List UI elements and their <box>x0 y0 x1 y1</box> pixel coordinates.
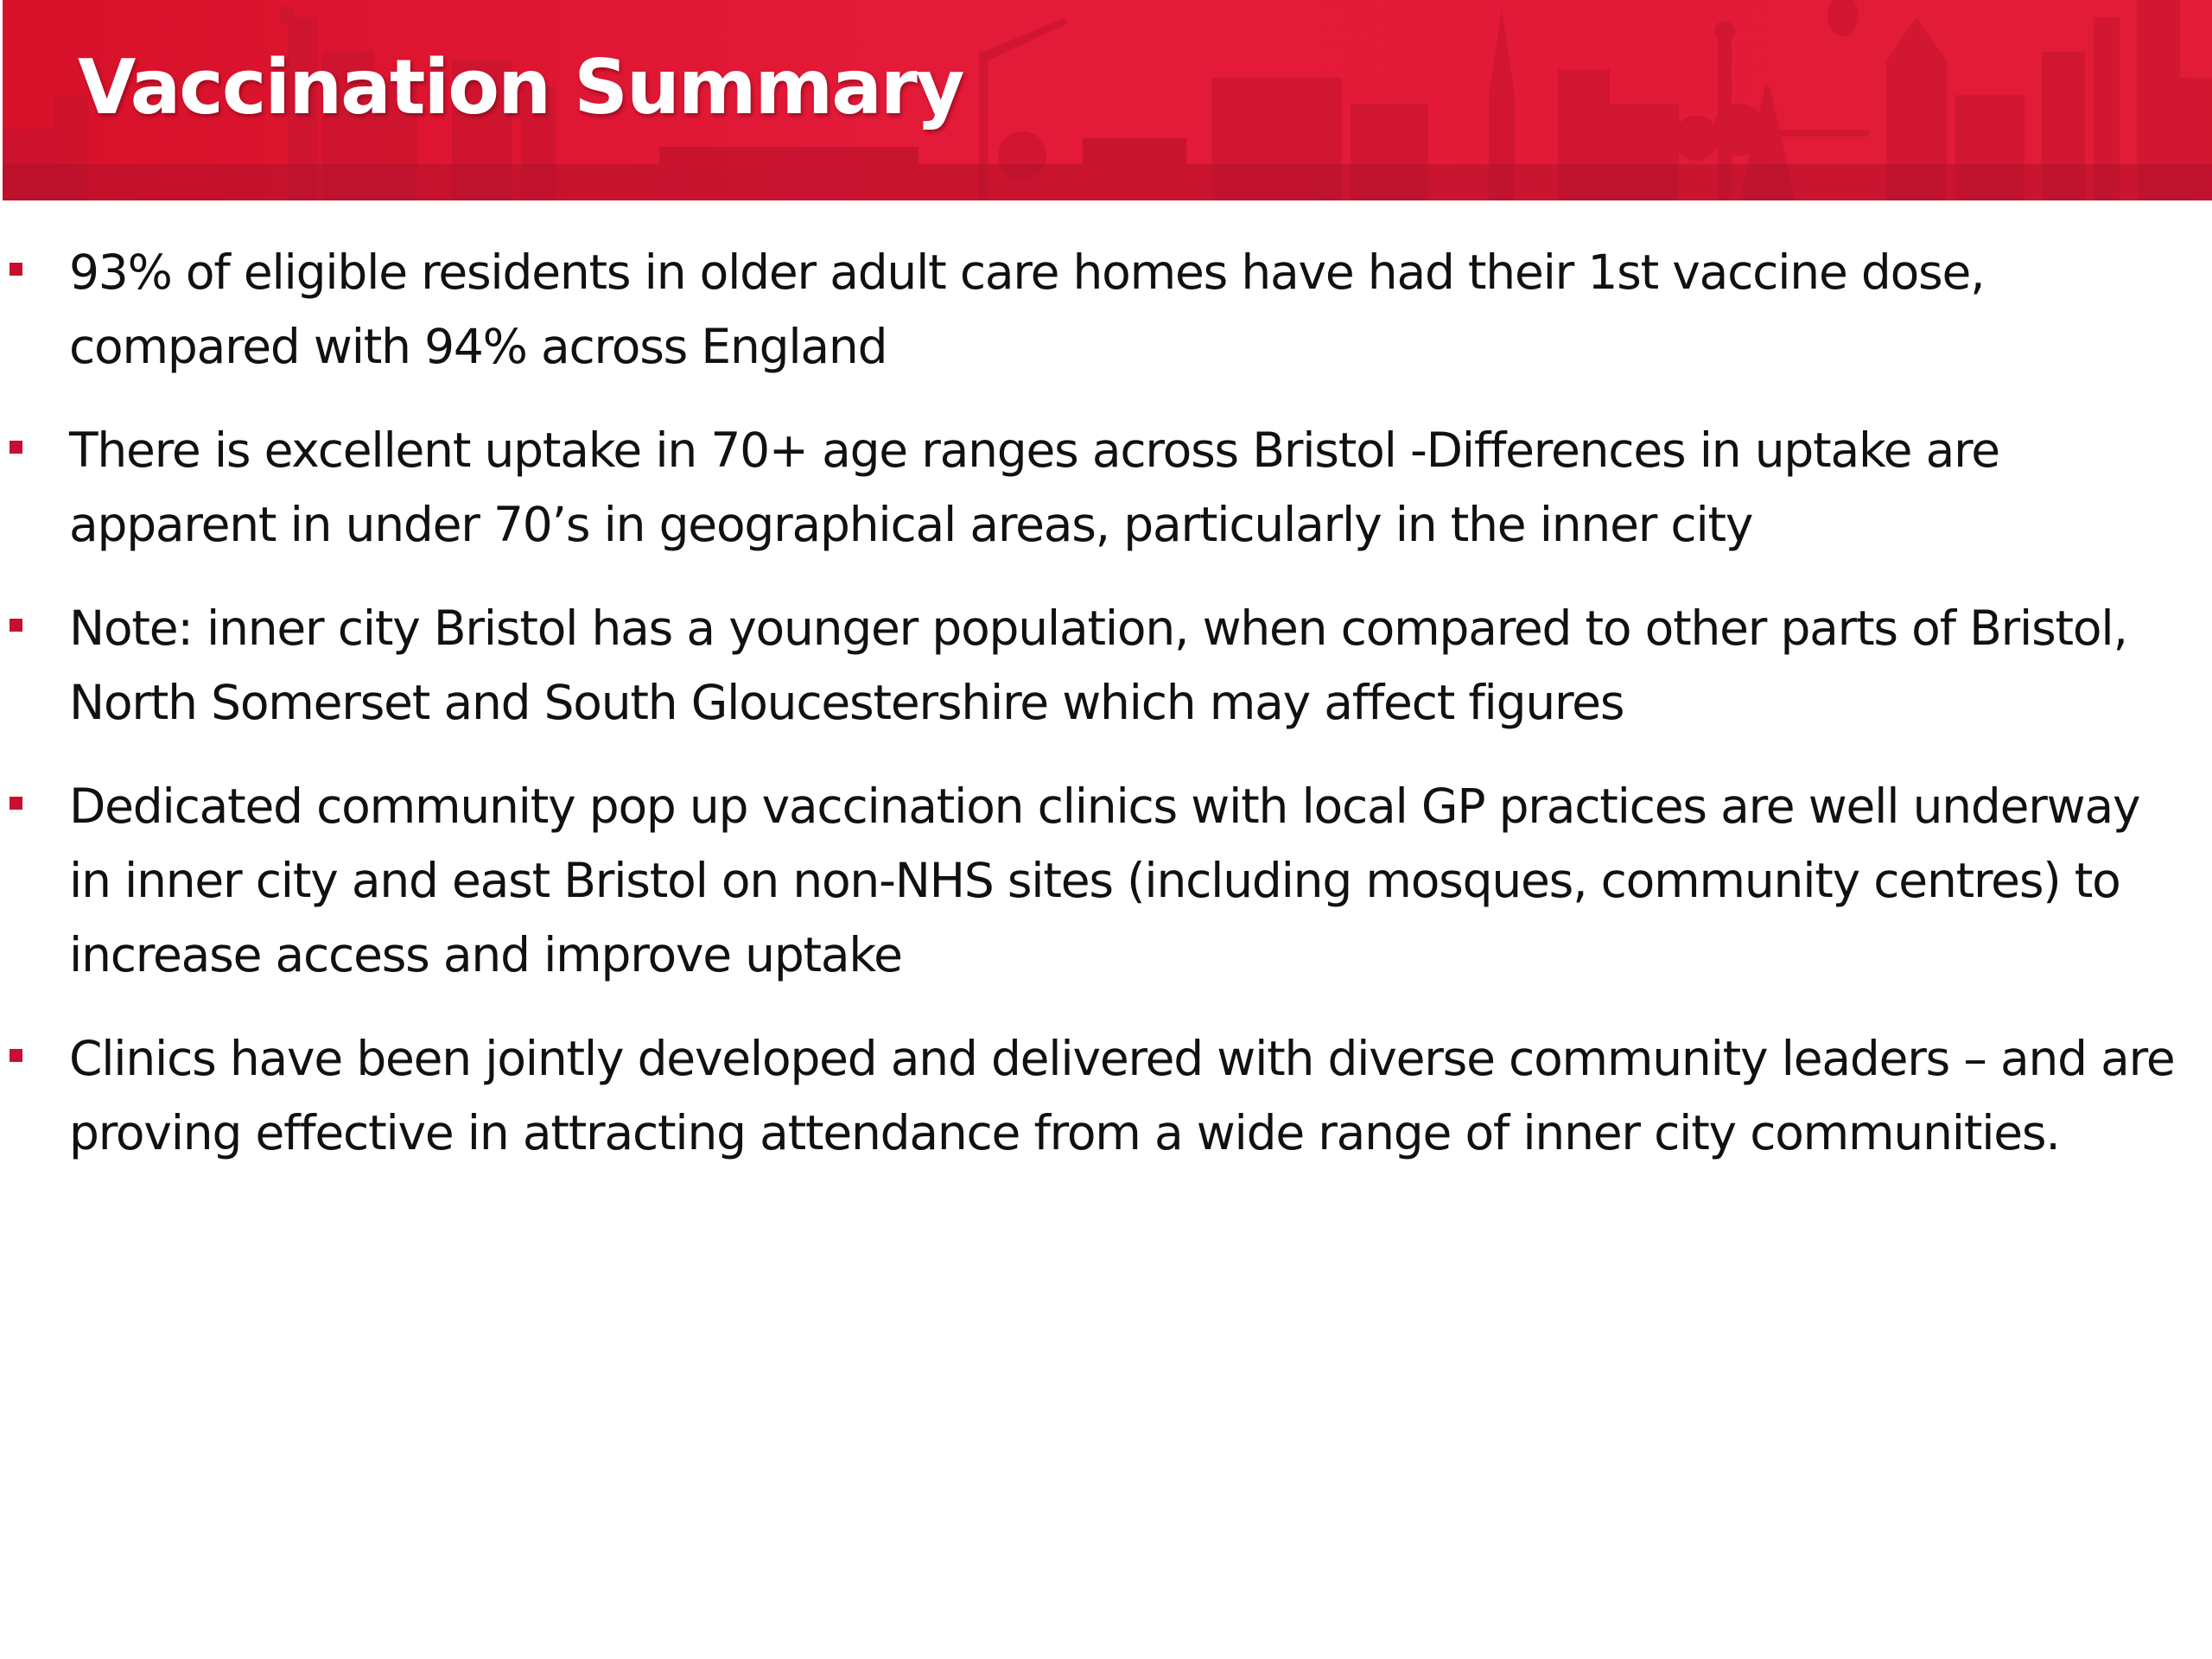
square-bullet-icon <box>10 619 22 632</box>
bullet-text: Note: inner city Bristol has a younger population, when compared to other parts of Bristol, North Somerset and South Gloucestershire which may affect figures <box>69 601 2127 730</box>
bullet-item <box>0 235 2212 384</box>
title-banner <box>3 0 2212 200</box>
bullet-item <box>0 1021 2212 1170</box>
slide-title: Vaccination Summary <box>78 43 963 131</box>
bullet-text: 93% of eligible residents in older adult care homes have had their 1st vaccine dose, compared with 94% across England <box>69 245 1985 374</box>
bullet-item <box>0 413 2212 562</box>
square-bullet-icon <box>10 1049 22 1062</box>
bullet-list <box>0 235 2212 1199</box>
bullet-text: Dedicated community pop up vaccination clinics with local GP practices are well underway in inner city and east Bristol on non-NHS sites (including mosques, community centres) to increase access and improve uptake <box>69 779 2140 982</box>
bullet-text: Clinics have been jointly developed and delivered with diverse community leaders – and are proving effective in attracting attendance from a wide range of inner city communities. <box>69 1031 2175 1160</box>
square-bullet-icon <box>10 441 22 454</box>
bullet-item <box>0 591 2212 740</box>
square-bullet-icon <box>10 263 22 276</box>
bullet-text: There is excellent uptake in 70+ age ranges across Bristol -Differences in uptake are apparent in under 70’s in geographical areas, particularly in the inner city <box>69 423 1999 552</box>
square-bullet-icon <box>10 797 22 810</box>
bullet-item <box>0 769 2212 992</box>
